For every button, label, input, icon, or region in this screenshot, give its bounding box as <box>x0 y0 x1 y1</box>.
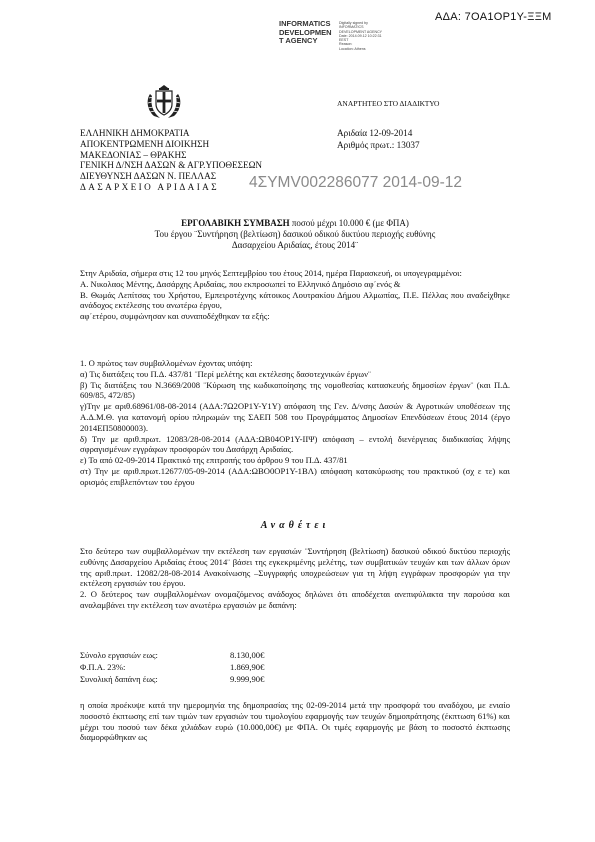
issuing-authority <box>80 128 262 193</box>
signature-agency-line: DEVELOPMEN <box>279 27 332 37</box>
signature-detail-line: INFORMATICS <box>339 25 364 30</box>
intro-line: αφ΄ετέρου, συμφώνησαν και συναποδέχθηκαν τα εξής: <box>80 311 270 322</box>
place-date: Αριδαία 12-09-2014 <box>337 128 413 138</box>
consideration-item: ε) Το από 02-09-2014 Πρακτικό της επιτροπής του άρθρου 9 του Π.Δ. 437/81 <box>80 455 348 466</box>
considerations-section <box>80 358 510 488</box>
contract-title-bold: ΕΡΓΟΛΑΒΙΚΗ ΣΥΜΒΑΣΗ <box>181 218 290 228</box>
signature-agency-line: T AGENCY <box>279 36 318 45</box>
authority-line: ΜΑΚΕΔΟΝΙΑΣ – ΘΡΑΚΗΣ <box>80 149 187 160</box>
internet-posting-note: ΑΝΑΡΤΗΤΕΟ ΣΤΟ ΔΙΑΔΙΚΤΥΟ <box>337 99 440 108</box>
acceptance-paragraph: 2. Ο δεύτερος των συμβαλλομένων ονομαζόμενος ανάδοχος δηλώνει ότι αποδέχεται ανεπιφύλακτα την παρούσα και αναλαμβάνει την εκτέλεση των ανωτέρω εργασιών με δαπάνη: <box>80 589 510 610</box>
signature-agency <box>279 20 332 46</box>
authority-line: ΕΛΛΗΝΙΚΗ ΔΗΜΟΚΡΑΤΙΑ <box>80 128 190 138</box>
consideration-item: γ)Την με αριθ.68961/08-08-2014 (ΑΔΑ:7Ω2ΟΡ1Υ-Υ1Υ) απόφαση της Γεν. Δ/νσης Δασών & Αγροτικών υποθέσεων της Α.Δ.Μ.Θ. για κατανομή ορίου πληρωμών της ΣΑΕΠ 508 του Προγράμματος Δημοσίων Επενδύσεων έτους 2014 (έργο 2014ΕΠ50800003). <box>80 401 510 433</box>
assigns-heading: Αναθέτει <box>260 520 330 531</box>
signature-agency-line: INFORMATICS <box>279 19 331 28</box>
contract-project-line: Του έργου ¨Συντήρηση (βελτίωση) δασικού οδικού δικτύου περιοχής ευθύνης <box>154 229 436 239</box>
document-watermark: 4ΣΥΜV002286077 2014-09-12 <box>249 174 462 191</box>
intro-paragraph <box>80 268 510 322</box>
cost-label: Συνολική δαπάνη έως: <box>80 674 158 684</box>
intro-line: Β. Θωμάς Λεπίτσας του Χρήστου, Εμπειροτέχνης κάτοικος Λουτρακίου Δήμου Αλμωπίας, Π.Ε. Πέλλας που αναδείχθηκε ανάδοχος εκτέλεσης του ανωτέρω έργου, <box>80 289 510 311</box>
cost-value: 9.999,90€ <box>230 674 265 684</box>
closing-paragraph: η οποία προέκυψε κατά την ημερομηνία της δημοπρασίας της 02-09-2014 μετά την προσφορά του αναδόχου, με ενιαίο ποσοστό έκπτωσης επί των τιμών των εργασιών του τιμολογίου εφαρμογής των τευχών δημοπράτησης (έκπτωση 61%) και μέχρι του ποσού των δέκα χιλιάδων ευρώ (10.000,00€) με ΦΠΑ. Οι τιμές εφαρμογής με βάση το ποσοστό έκπτωσης διαμορφώθηκαν ως <box>80 700 510 743</box>
contract-title <box>80 218 510 251</box>
intro-line: Στην Αριδαία, σήμερα στις 12 του μηνός Σεπτεμβρίου του έτους 2014, ημέρα Παρασκευή, οι υπογεγραμμένοι: <box>80 268 462 278</box>
authority-office: ΔΑΣΑΡΧΕΙΟ ΑΡΙΔΑΙΑΣ <box>80 181 219 192</box>
signature-detail-line: DEVELOPMENT AGENCY <box>339 29 383 34</box>
authority-line: ΔΙΕΥΘΥΝΣΗ ΔΑΣΩΝ Ν. ΠΕΛΛΑΣ <box>80 171 217 182</box>
protocol-number: Αριθμός πρωτ.: 13037 <box>337 139 420 150</box>
cost-label: Φ.Π.Α. 23%: <box>80 662 126 672</box>
consideration-item: α) Τις διατάξεις του Π.Δ. 437/81 ¨Περί μελέτης και εκτέλεσης δασοτεχνικών έργων¨ <box>80 368 371 379</box>
intro-line: Α. Νικολαος Μέντης, Δασάρχης Αριδαίας, που εκπροσωπεί το Ελληνικό Δημόσιο αφ΄ενός & <box>80 278 401 289</box>
authority-line: ΑΠΟΚΕΝΤΡΩΜΕΝΗ ΔΙΟΙΚΗΣΗ <box>80 138 210 149</box>
cost-label: Σύνολο εργασιών εως: <box>80 650 158 660</box>
date-block <box>337 128 420 151</box>
assignment-paragraph: Στο δεύτερο των συμβαλλομένων την εκτέλεση των εργασιών ¨Συντήρηση (βελτίωση) δασικού οδικού δικτύου περιοχής ευθύνης Δασαρχείου Αριδαίας έτους 2014¨ βάσει της εγκεκριμένης μελέτης, των συμβατικών τευχών και των άλλων όρων της αριθ.πρωτ. 12082/28-08-2014 Ανακοίνωσης –Συγγραφής υποχρεώσεων για τη λήψη εγγράφων προσφορών για την εκτέλεση εργασιών του έργου. <box>80 546 510 589</box>
coat-of-arms-icon <box>144 82 184 122</box>
authority-line: ΓΕΝΙΚΗ Δ/ΝΣΗ ΔΑΣΩΝ & ΑΓΡ.ΥΠΟΘΕΣΕΩΝ <box>80 160 263 171</box>
contract-project-line: Δασαρχείου Αριδαίας, έτους 2014¨ <box>231 240 359 250</box>
signature-detail-line: EEST <box>339 38 349 43</box>
signature-detail-line: Digitally signed by <box>339 21 368 25</box>
consideration-item: στ) Την με αριθ.πρωτ.12677/05-09-2014 (ΑΔΑ:ΩΒΟ0ΟΡ1Υ-1ΒΛ) απόφαση κατακύρωσης του πρακτικού (σχ ε τε) και ορισμός επιβλεπόντων του έργου <box>80 465 510 487</box>
signature-details <box>339 21 382 51</box>
signature-detail-line: Date: 2014.09.12 10:22:31 <box>339 33 382 38</box>
signature-detail-line: Reason: <box>339 42 353 47</box>
contract-title-amount: ποσού μέχρι 10.000 € (με ΦΠΑ) <box>289 218 409 228</box>
ada-code: ΑΔΑ: 7ΟΑ1ΟΡ1Υ-ΞΞΜ <box>435 11 552 23</box>
cost-value: 1.869,90€ <box>230 662 265 672</box>
consideration-item: δ) Την με αριθ.πρωτ. 12083/28-08-2014 (ΑΔΑ:ΩΒ04ΟΡ1Υ-ΙΙΨ) απόφαση – εντολή διενέργειας διαδικασίας λήψης σφραγισμένων εγγράφων προσφορών του Δασάρχη Αριδαίας. <box>80 433 510 455</box>
assignment-section <box>80 546 510 611</box>
cost-value: 8.130,00€ <box>230 650 265 660</box>
signature-detail-line: Location: Athens <box>339 46 366 51</box>
consideration-item: 1. Ο πρώτος των συμβαλλομένων έχοντας υπόψη: <box>80 358 253 368</box>
consideration-item: β) Τις διατάξεις του Ν.3669/2008 ¨Κύρωση της κωδικοποίησης της νομοθεσίας κατασκευής δημοσίων έργων¨ (και Π.Δ. 609/85, 472/85) <box>80 379 510 401</box>
